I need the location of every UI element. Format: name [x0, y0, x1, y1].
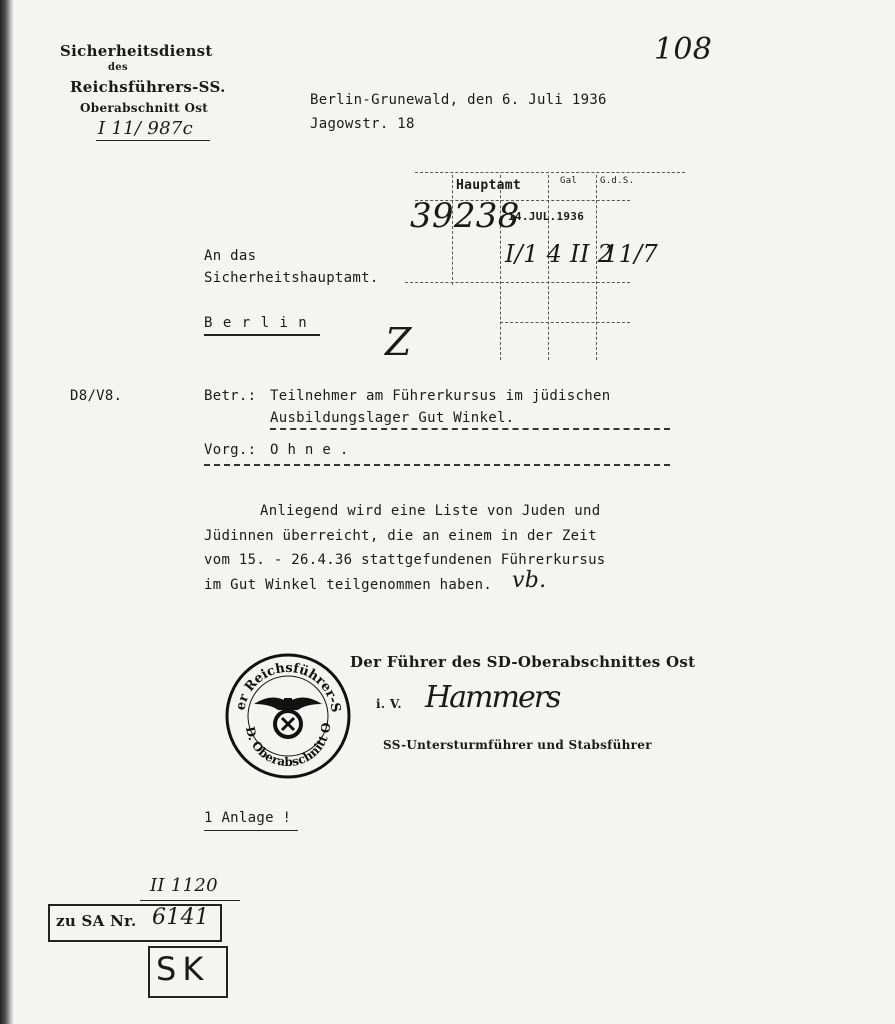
archive-number: 6141 — [152, 905, 210, 930]
enclosure: 1 Anlage ! — [204, 810, 292, 826]
stamp-handwritten1: I/1 4 II 2 — [505, 240, 614, 268]
stamp-title: Hauptamt — [456, 178, 522, 193]
seal-bottom-text: D. Oberabschnitt O — [242, 721, 334, 770]
subject-line2: Ausbildungslager Gut Winkel. — [270, 410, 515, 426]
date-place: Berlin-Grunewald, den 6. Juli 1936 — [310, 92, 607, 108]
subject-line1: Teilnehmer am Führerkursus im jüdischen — [270, 388, 611, 404]
prior-label: Vorg.: — [204, 442, 257, 458]
stamp-col3: G.d.S. — [600, 176, 635, 186]
prior-value: O h n e . — [270, 442, 349, 458]
scan-left-edge — [0, 0, 14, 1024]
recipient-line2: Sicherheitshauptamt. — [204, 270, 379, 286]
body-line: im Gut Winkel teilgenommen haben. — [204, 577, 493, 593]
seal-top-text: er Reichsführer-S — [233, 660, 343, 714]
signature-handwritten: Hammers — [425, 680, 560, 715]
letterhead-line2: des — [108, 62, 128, 73]
file-ref: D8/V8. — [70, 388, 123, 404]
signature-iv: i. V. — [376, 697, 402, 711]
letterhead-line3: Reichsführers-SS. — [70, 78, 226, 96]
prior-separator — [204, 464, 670, 466]
stamp-top-line — [415, 172, 685, 173]
archive-label: zu SA Nr. — [56, 912, 137, 930]
recipient-line1: An das — [204, 248, 257, 264]
letterhead-reference: I 11/ 987c — [98, 118, 193, 139]
subject-separator — [270, 428, 670, 430]
letterhead-line1: Sicherheitsdienst — [60, 42, 213, 60]
stamp-date: 14.JUL.1936 — [508, 210, 585, 223]
stamp-handwritten2: 11/7 — [603, 240, 659, 268]
wreath-icon — [275, 711, 301, 737]
page-number: 108 — [654, 32, 713, 67]
body-mark: vb. — [512, 568, 547, 593]
signature-rank: SS-Untersturmführer und Stabsführer — [383, 738, 652, 752]
street: Jagowstr. 18 — [310, 116, 415, 132]
stamp-number: 39238 — [410, 196, 520, 236]
letterhead-line4: Oberabschnitt Ost — [80, 101, 209, 115]
stamp-col2: Gal — [560, 176, 578, 186]
city-underline — [204, 334, 320, 336]
recipient-city: B e r l i n — [204, 315, 308, 331]
archive-top-line — [140, 900, 240, 901]
reference-underline — [96, 140, 210, 141]
body-line: Anliegend wird eine Liste von Juden und — [260, 503, 601, 519]
subject-label: Betr.: — [204, 388, 257, 404]
margin-mark: Z — [385, 320, 412, 364]
eagle-icon — [254, 697, 322, 710]
archive-handwritten-top: II 1120 — [150, 875, 218, 896]
signature-heading: Der Führer des SD-Oberabschnittes Ost — [350, 653, 696, 671]
stamp-row-line — [500, 322, 630, 323]
official-seal — [224, 652, 352, 780]
enclosure-underline — [204, 830, 298, 831]
sk-label: SK — [156, 950, 210, 988]
body-line: Jüdinnen überreicht, die an einem in der Zeit — [204, 528, 597, 544]
body-line: vom 15. - 26.4.36 stattgefundenen Führerkursus — [204, 552, 606, 568]
